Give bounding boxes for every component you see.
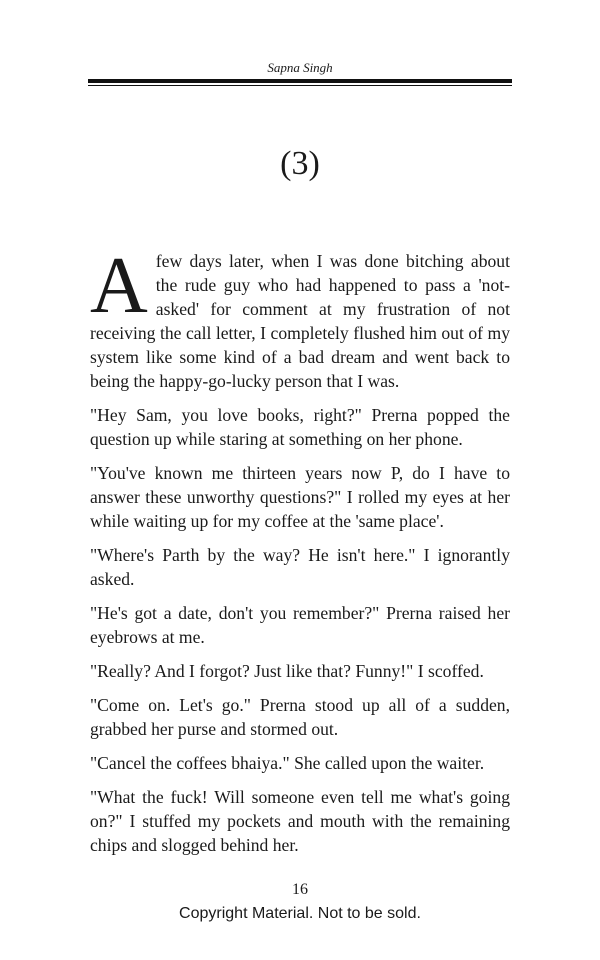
header-rule-thin — [88, 85, 512, 86]
header-rule-thick — [88, 79, 512, 83]
paragraph-4: "Where's Parth by the way? He isn't here." I ignorantly asked. — [90, 545, 510, 589]
paragraph-7: "Come on. Let's go." Prerna stood up all of a sudden, grabbed her purse and stormed out. — [90, 695, 510, 739]
chapter-number: (3) — [280, 145, 320, 182]
page-number: 16 — [292, 881, 308, 898]
paragraph-2: "Hey Sam, you love books, right?" Prerna popped the question up while staring at something on her phone. — [90, 405, 510, 449]
paragraph-6: "Really? And I forgot? Just like that? Funny!" I scoffed. — [90, 661, 484, 681]
copyright-notice: Copyright Material. Not to be sold. — [179, 905, 421, 922]
paragraph-8: "Cancel the coffees bhaiya." She called upon the waiter. — [90, 753, 485, 773]
chapter-body — [90, 242, 510, 867]
paragraph-1 — [90, 242, 510, 393]
paragraph-3: "You've known me thirteen years now P, do I have to answer these unworthy questions?" I rolled my eyes at her while waiting up for my coffee at the 'same place'. — [90, 463, 510, 531]
paragraph-5: "He's got a date, don't you remember?" Prerna raised her eyebrows at me. — [90, 603, 510, 647]
paragraph-1-text: few days later, when I was done bitching about the rude guy who had happened to pass a 'not-asked' for comment at my frustration of not receiving the call letter, I completely flushed him out of my system like some kind of a bad dream and went back to being the happy-go-lucky person that I was. — [90, 251, 510, 391]
running-head-author: Sapna Singh — [267, 60, 333, 75]
paragraph-9: "What the fuck! Will someone even tell me what's going on?" I stuffed my pockets and mouth with the remaining chips and slogged behind her. — [90, 787, 510, 855]
drop-cap: A — [90, 242, 148, 330]
